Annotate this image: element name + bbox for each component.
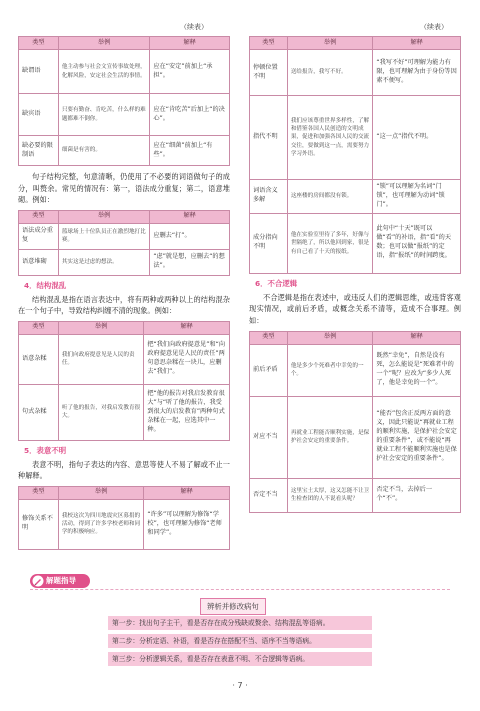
row-example: 我校这次为四川地震灾区募捐的活动，得到了许多学校老师和同学的积极响应。 [58,499,144,549]
row-example: 他主动参与社会文宣传事故处理，化解风险，安定社会生活的事情。 [58,50,150,94]
header-example: 举例 [287,331,373,344]
table-row [19,249,230,275]
row-explain: “锁”可以理解为名词“门锁”，也可理解为动词“锁门”。 [373,180,461,214]
table-unclear [18,486,230,550]
row-type: 前后矛盾 [250,344,288,396]
table-missing-components [18,36,230,166]
table-row [250,50,461,96]
row-explain: “许多”可以理解为修饰“学校”，也可理解为修饰“老师和同学”。 [144,499,230,549]
row-type: 缺宾语 [19,94,59,136]
row-explain: “能否”包含正反两方面的意义，因此只能说“再就业工程的顺利实施，是保护社会安定的重要条件”，或不能说“再就业工程不能顺利实施也是保护社会安定的重要条件”。 [373,396,461,478]
header-example: 举例 [287,37,373,50]
table-row [250,396,461,478]
header-explain: 解释 [373,37,461,50]
header-explain: 解释 [144,486,230,499]
table-row [250,96,461,180]
section-heading-structure: 4．结构混乱 [24,280,67,290]
row-type: 对应不当 [250,396,288,478]
table-header-row [250,37,461,50]
paragraph-structure: 结构混乱是指在语言表达中，将有两种或两种以上的结构混杂在一个句子中，导致结构纠缠不清的现象。例如： [18,294,230,316]
row-example: 其实这是过虑的想法。 [58,249,150,275]
header-explain: 解释 [150,37,230,50]
table-row [250,478,461,512]
table-row [19,136,230,166]
row-example: 听了他的报告，对我启发教育很大。 [58,384,144,440]
table-unclear-continued [249,36,461,274]
row-type: 缺必要的限制语 [19,136,59,166]
row-type: 缺谓语 [19,50,59,94]
section-heading-unclear: 5．表意不明 [24,445,67,455]
row-example: 细菌是有害的。 [58,136,150,166]
row-example: 这座楼的房间都没有锁。 [287,180,373,214]
row-example: 这里宝土太厚，这又怎能不让卫生检查团的人不说看头呢？ [287,478,373,512]
row-type: 句式杂糅 [19,384,59,440]
row-explain: 把“我们向政府提意见”和“向政府提意见是人民的责任”两句意思杂糅在一块儿，应删去“我们”。 [144,334,230,384]
row-type: 语法成分重复 [19,223,59,249]
right-column [249,36,461,513]
guide-step: 第一步：找出句子主干，看是否存在成分残缺或赘余、结构混乱等语病。 [108,616,372,630]
header-type: 类型 [19,210,59,223]
table-header-row [19,486,230,499]
table-redundancy [18,210,230,276]
row-explain: 应在“肯吃苦”后加上“的决心”。 [150,94,230,136]
header-explain: 解释 [150,210,230,223]
tips-label: 解题指导 [30,574,90,588]
table-row [250,213,461,273]
row-type: 语意杂糅 [19,334,59,384]
header-explain: 解释 [373,331,461,344]
table-row [19,334,230,384]
row-type: 停顿位置不明 [250,50,288,96]
header-example: 举例 [58,486,144,499]
pencil-icon [32,575,44,587]
row-explain: 否定不当，去掉后一个“不”。 [373,478,461,512]
row-explain: 把“他的报告对我启发教育很大”与“听了他的报告，我受到很大的启发教育”两种句式杂糅在一起，应选其中一种。 [144,384,230,440]
header-type: 类型 [19,37,59,50]
continued-label-right: （续表） [420,23,448,31]
table-row [19,499,230,549]
table-header-row [19,210,230,223]
header-example: 举例 [58,37,150,50]
table-illogical [249,331,461,513]
row-explain: “虑”就是想，应删去“的想法”。 [150,249,230,275]
header-example: 举例 [58,321,144,334]
paragraph-unclear: 表意不明，指句子表达的内容、意思等使人不易了解或不止一种解释。 [18,459,230,481]
header-type: 类型 [250,331,288,344]
row-explain: “这一点”指代不明。 [373,96,461,180]
section-heading-illogical: 6．不合逻辑 [255,278,298,288]
row-example: 再就业工程能否顺利实施，是保护社会安定的重要条件。 [287,396,373,478]
row-example: 只要有勤奋、肯吃苦，什么样的难题都难不倒你。 [58,94,150,136]
row-example: 送给报告，我写不好。 [287,50,373,96]
table-row [250,180,461,214]
row-type: 词语含义多解 [250,180,288,214]
continued-label-left: （续表） [180,23,208,31]
row-type: 否定不当 [250,478,288,512]
table-row [19,94,230,136]
row-explain: 此句中“十天”既可以做“看”的补语，指“看”的天数；也可以做“报纸”的定语，指“报纸”的时间跨度。 [373,213,461,273]
guide-step: 第二步：分析定语、补语，看是否存在搭配不当、语序不当等语病。 [108,634,372,648]
row-example: 我们向政府提意见是人民的责任。 [58,334,144,384]
paragraph-redundancy: 句子结构完整，句意清晰，仍使用了不必要的词语做句子的成分，叫赘余。常见的情况有：第一，语法成分重复；第二，语意堆砌。例如： [18,172,230,205]
page-number: · 7 · [232,681,248,690]
table-header-row [250,331,461,344]
row-type: 语意堆砌 [19,249,59,275]
header-type: 类型 [250,37,288,50]
table-header-row [19,37,230,50]
row-example: 他是多少个死难者中幸免的一个。 [287,344,373,396]
header-type: 类型 [19,321,59,334]
table-row [19,50,230,94]
left-column [18,36,230,550]
row-example: 他在实验室里待了多年，好像与世隔绝了，所以他回到家，很是有自己看了十天的报纸。 [287,213,373,273]
row-explain: 既然“幸免”，自然是没有死，怎么能说是“死难者中的一个”呢？应改为“多少人死了，他是幸免的一个”。 [373,344,461,396]
header-example: 举例 [58,210,150,223]
divider [30,589,450,590]
paragraph-illogical: 不合逻辑是指在表述中，或违反人们的逻辑思维，或违背客观现实情况，或前后矛盾，或概念关系不清等，造成不合事理。例如： [249,292,461,325]
row-example: 篮球场上十位队员正在激烈地打比赛。 [58,223,150,249]
guide-title: 辨析并修改病句 [200,598,266,615]
tips-badge [30,574,90,588]
row-explain: “我写不好”可理解为能力有限，也可理解为由于身份等因素不便写。 [373,50,461,96]
row-explain: 应在“安定”前加上“承担”。 [150,50,230,94]
row-explain: 应删去“打”。 [150,223,230,249]
row-type: 修饰关系不明 [19,499,59,549]
row-example: 我们应该尊重世界多样性，了解和借鉴各国人民创造的文明成果，促进和加强各国人民的交流交往，要做到这一点，需要努力学习外语。 [287,96,373,180]
table-row [19,223,230,249]
table-structure [18,321,230,441]
guide-step: 第三步：分析逻辑关系，看是否存在表意不明、不合逻辑等语病。 [108,652,372,666]
table-row [250,344,461,396]
table-header-row [19,321,230,334]
row-type: 成分指向不明 [250,213,288,273]
table-row [19,384,230,440]
row-type: 指代不明 [250,96,288,180]
header-type: 类型 [19,486,59,499]
header-explain: 解释 [144,321,230,334]
row-explain: 应在“细菌”前加上“有些”。 [150,136,230,166]
